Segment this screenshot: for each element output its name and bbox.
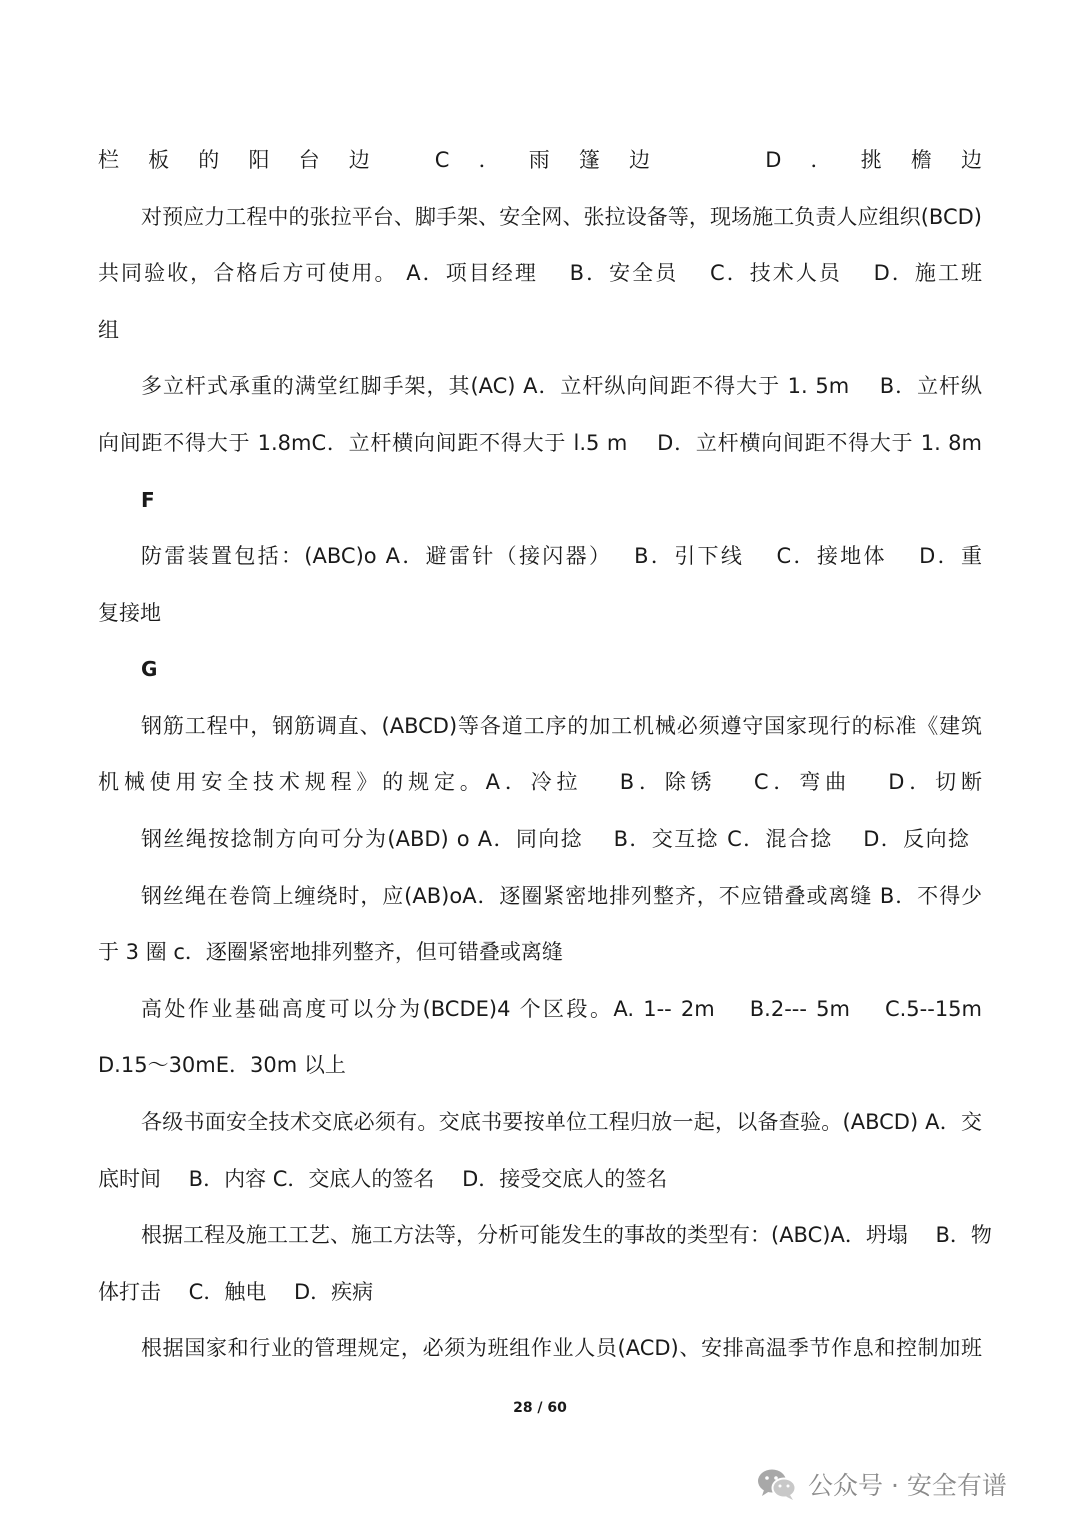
text-line: 根据工程及施工工艺、施工方法等，分析可能发生的事故的类型有：(ABC)A．坍塌 B．物 [141, 1223, 992, 1247]
text-line: 机械使用安全技术规程》的规定。A．冷拉 B．除锈 C．弯曲 D．切断 [98, 770, 982, 794]
text-line: 高处作业基础高度可以分为(BCDE)4 个区段。A. 1-- 2m B.2--- 5m C.5--15m [141, 997, 982, 1021]
text-line: D.15～30mE．30m 以上 [98, 1053, 346, 1077]
text-line: 对预应力工程中的张拉平台、脚手架、安全网、张拉设备等，现场施工负责人应组织(BCD) [141, 205, 982, 229]
text-line: 向间距不得大于 1.8mC．立杆横向间距不得大于 l.5 m D．立杆横向间距不得大于 1. 8m [98, 431, 982, 455]
text-line: 共同验收，合格后方可使用。 A．项目经理 B．安全员 C．技术人员 D．施工班 [98, 261, 982, 285]
text-line: 钢筋工程中，钢筋调直、(ABCD)等各道工序的加工机械必须遵守国家现行的标准《建筑 [141, 714, 982, 738]
section-heading: F [141, 488, 155, 512]
text-line: 钢丝绳按捻制方向可分为(ABD) o A．同向捻 B．交互捻 C．混合捻 D．反向捻 [141, 827, 969, 851]
text-line: 根据国家和行业的管理规定，必须为班组作业人员(ACD)、安排高温季节作息和控制加班 [141, 1336, 982, 1360]
text-line: 于 3 圈 c．逐圈紧密地排列整齐，但可错叠或离缝 [98, 940, 563, 964]
wechat-icon [756, 1466, 798, 1502]
text-line: 体打击 C．触电 D．疾病 [98, 1280, 374, 1304]
text-line: 栏板的阳台边 C．雨篷边 D．挑檐边 [98, 148, 982, 172]
watermark [756, 1462, 1007, 1506]
text-line: 各级书面安全技术交底必须有。交底书要按单位工程归放一起，以备查验。(ABCD) A．交 [141, 1110, 982, 1134]
text-line: 复接地 [98, 601, 161, 625]
page-number: 28 / 60 [513, 1400, 567, 1416]
text-line: 底时间 B．内容 C．交底人的签名 D．接受交底人的签名 [98, 1167, 668, 1191]
text-line: 多立杆式承重的满堂红脚手架，其(AC) A．立杆纵向间距不得大于 1. 5m B．立杆纵 [141, 374, 982, 398]
text-line: 钢丝绳在卷筒上缠绕时，应(AB)oA．逐圈紧密地排列整齐，不应错叠或离缝 B．不得少 [141, 884, 982, 908]
watermark-text: 公众号 · 安全有谱 [808, 1471, 1007, 1500]
text-line: 防雷装置包括：(ABC)o A．避雷针（接闪器） B．引下线 C．接地体 D．重 [141, 544, 982, 568]
section-heading: G [141, 657, 158, 681]
text-line: 组 [98, 318, 119, 342]
